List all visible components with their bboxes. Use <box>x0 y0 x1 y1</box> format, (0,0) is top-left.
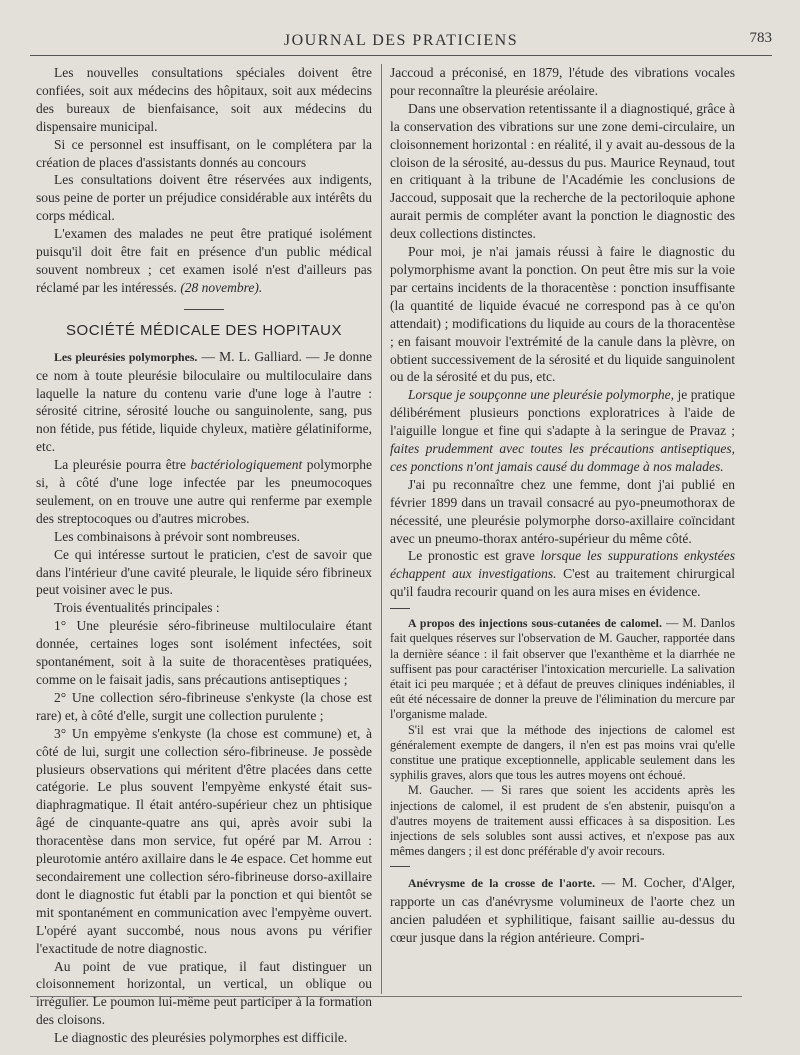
intro-text: L'examen des malades ne peut être pratiqué isolément puisqu'il doit être fait en présence d'un public médical souvent nombreux ; cet examen isolé n'est d'ailleurs pas réclamé par les intéressés. <box>36 226 372 295</box>
journal-title: JOURNAL DES PRATICIENS <box>283 32 519 49</box>
article-paragraph: Trois éventualités principales : <box>54 600 220 616</box>
article-paragraph: Le diagnostic des pleurésies polymorphes est difficile. <box>54 1030 348 1046</box>
article-paragraph: 1° Une pleurésie séro-fibrineuse multiloculaire étant donnée, certaines loges sont isolément infectées, soit spontanément, soit à la suite de thoracentèses pratiquées, comme on le faisait jadis, sans précautions antiseptiques ; <box>36 618 372 687</box>
bottom-rule <box>30 996 742 997</box>
article-runin-title: Les pleurésies polymorphes. <box>54 349 198 364</box>
page-header <box>30 30 772 58</box>
article-text: La pleurésie pourra être <box>54 457 186 473</box>
article-italic: bactériologiquement <box>190 457 303 473</box>
article-paragraph: 3° Un empyème s'enkyste (la chose est commune) et, à côté de lui, surgit une collection séro-fibrineuse. Je possède plusieurs observations qui méritent d'être placées dans cette catégorie. Le plus souvent l'empyème enkysté était sus-diaphragmatique. Il était antéro-supérieur chez un phtisique âgé de cinquante-quatre ans qui, après avoir subi la thoracentèse dans mon service, fut opéré par M. Arrou : pleurotomie antéro axillaire dans le 4e espace. Cet homme eut secondairement une collection séro-fibrineuse dorso-axillaire dont le diagnostic fut établi par la ponction et qui bientôt se mit spontanément en communication avec l'empyème ouvert. L'opéré ayant succombé, nous nous avons pu vérifier l'exactitude de notre diagnostic. <box>36 725 372 956</box>
page-number: 783 <box>749 30 772 46</box>
article-paragraph: Au point de vue pratique, il faut distinguer un cloisonnement horizontal, un vertical, un oblique ou irrégulier. Le poumon lui-même peut participer à la formation des cloisons. <box>36 958 372 1028</box>
article-paragraph: S'il est vrai que la méthode des injections de calomel est généralement exempte de dangers, il n'en est pas moins vrai qu'elle constitue une pratique exceptionnelle, applicable seulement dans les syphilis graves, alors que tous les autres moyens ont échoué. <box>390 722 735 783</box>
article-paragraph <box>390 616 735 722</box>
article-paragraph <box>390 547 735 601</box>
article-paragraph: M. Gaucher. — Si rares que soient les accidents après les injections de calomel, il est prudent de s'en abstenir, puisqu'on a d'autres moyens de traitement aussi efficaces à sa disposition. Les injections de sels solubles sont aussi actives, et n'expose pas aux mêmes dangers ; il est donc préférable d'y avoir recours. <box>390 783 735 859</box>
article-paragraph: 2° Une collection séro-fibrineuse s'enkyste (la chose est rare) et, à côté d'elle, surgit une collection purulente ; <box>36 689 372 723</box>
article-paragraph: Ce qui intéresse surtout le praticien, c'est de savoir que dans l'intérieur d'une cavité pleurale, le liquide séro fibrineux peut voisiner avec le pus. <box>36 546 372 598</box>
left-column <box>36 64 372 1047</box>
article-paragraph <box>36 456 372 528</box>
article-paragraph: J'ai pu reconnaître chez une femme, dont j'ai publié en février 1899 dans un travail consacré au pyo-pneumothorax de nécessité, une pleurésie polymorphe dorso-axillaire coïncidant avec un pneumo-thorax antéro-supérieur du même côté. <box>390 476 735 546</box>
article-paragraph: Pour moi, je n'ai jamais réussi à faire le diagnostic du polymorphisme avant la ponction. On peut être mis sur la voie par certains incidents de la thoracentèse : ponction insuffisante (la quantité de liquide évacué ne correspond pas à ce qu'on attendait) ; modifications du liquide au cours de la thoracentèse ; en faisant mouvoir l'extrémité de la canule dans la plèvre, on obtient successivement de la sérosité et du liquide sanguinolent ou de la sérosité et du pus, etc. <box>390 244 735 385</box>
article-text: Je donne ce nom à toute pleurésie biloculaire ou multiloculaire dans laquelle la nature du contenu varie d'une loge à l'autre : sérosité citrine, sérosité louche ou sanguinolente, sang, pus non fétide, pus fétide, liquide chyleux, matière gélatiniforme, etc. <box>36 348 372 455</box>
intro-date: (28 novembre). <box>180 279 263 295</box>
article-author: — M. L. Galliard. — <box>201 348 320 364</box>
right-column <box>390 64 735 947</box>
article-text: C'est au traitement chirurgical qu'il faudra recourir quand on les aura mises en évidence. <box>390 566 735 600</box>
intro-paragraph <box>36 225 372 297</box>
article-paragraph <box>390 386 735 476</box>
article-text: je pratique délibérément plusieurs ponctions exploratrices à l'aide de l'aiguille longue et fine qui s'adapte à la seringue de Pravaz ; <box>390 387 736 439</box>
article-text: — M. Cocher, d'Alger, rapporte un cas d'anévrysme volumineux de l'aorte chez un ancien paludéen et syphilitique, faisant saillie au-dessus du cœur jusque dans la région antérieure. Compri- <box>390 875 735 946</box>
article-runin-title: Anévrysme de la crosse de l'aorte. <box>408 876 596 891</box>
intro-paragraph: Les consultations doivent être réservées aux indigents, sous peine de porter un préjudice considérable aux intérêts du corps médical. <box>36 172 372 224</box>
article-paragraph: Jaccoud a préconisé, en 1879, l'étude des vibrations vocales pour reconnaître la pleurésie aréolaire. <box>390 65 735 98</box>
intro-paragraph: Les nouvelles consultations spéciales doivent être confiées, soit aux médecins des hôpitaux, soit aux médecins des bureaux de bienfaisance, soit aux médecins du dispensaire municipal. <box>36 65 372 134</box>
article-text: polymorphe si, à côté d'une loge infectée par les pneumocoques seulement, on en trouve une autre qui renferme par exemple des streptocoques ou d'autres microbes. <box>36 457 372 526</box>
article-italic: lorsque les suppurations enkystées échappent aux investigations. <box>390 548 735 582</box>
column-divider <box>381 64 382 994</box>
article-paragraph <box>36 348 372 456</box>
intro-paragraph: Si ce personnel est insuffisant, on le complétera par la création de places d'assistants donnés au concours <box>36 136 372 170</box>
article-italic: faites prudemment avec toutes les précautions antiseptiques, ces ponctions n'ont jamais causé du dommage à nos malades. <box>390 441 735 474</box>
article-italic: Lorsque je soupçonne une pleurésie polymorphe, <box>408 387 675 403</box>
article-separator <box>390 866 410 867</box>
article-text: — M. Danlos fait quelques réserves sur l'observation de M. Gaucher, rapportée dans la dernière séance : il fait observer que l'exanthème et la diarrhée ne suffisent pas pour caractériser l'intoxication mercurielle. La salivation était ici peu marquée ; et à défaut de preuves cliniques indéniables, il eût été nécessaire de donner la preuve de l'élimination du mercure par l'organisme malade. <box>390 616 736 722</box>
section-separator <box>184 309 224 310</box>
article-paragraph: Dans une observation retentissante il a diagnostiqué, grâce à la conservation des vibrations sur une zone demi-circulaire, un cloisonnement horizontal : en réalité, il y avait au-dessous de la cloison de la sérosité, au-dessus du pus. Maurice Reynaud, tout en critiquant à la tribune de l'Académie les conclusions de Jaccoud, supposait que la recherche de la pectoriloquie aphone aurait permis de compléter avant la ponction le diagnostic des deux collections distinctes. <box>390 100 735 242</box>
article-paragraph: Les combinaisons à prévoir sont nombreuses. <box>54 528 300 544</box>
article-paragraph <box>390 874 735 947</box>
article-separator <box>390 608 410 609</box>
section-title: SOCIÉTÉ MÉDICALE DES HOPITAUX <box>66 321 342 339</box>
header-rule <box>30 55 772 56</box>
article-runin-title: A propos des injections sous-cutanées de calomel. <box>408 616 662 631</box>
article-text: Le pronostic est grave <box>408 548 535 564</box>
